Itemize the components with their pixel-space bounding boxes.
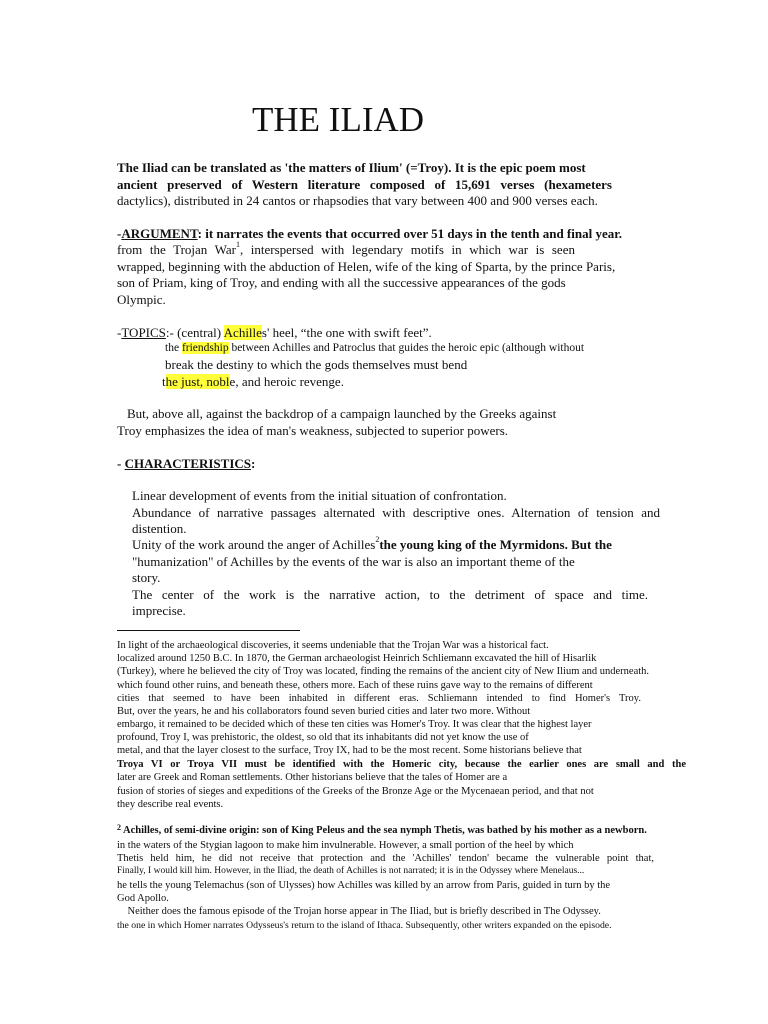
- argument-line-2b: , interspersed with legendary motifs in which war is seen: [239, 242, 575, 257]
- characteristics-item-6: story.: [132, 570, 161, 585]
- footnote2-line-6: God Apollo.: [117, 893, 169, 904]
- footnote1-line: In light of the archaeological discoveries, it seems undeniable that the Trojan War was a historical fact.: [117, 640, 549, 651]
- characteristics-label: CHARACTERISTICS: [124, 456, 252, 471]
- topics-highlight-1: Achille: [223, 325, 262, 340]
- characteristics-suffix: :: [251, 456, 256, 471]
- page-title: THE ILIAD: [252, 100, 425, 139]
- footnote1-line: embargo, it remained to be decided which of these ten cities was Homer's Troy. It was clear that the highest layer: [117, 719, 592, 730]
- topics-text-1b: s' heel, “the one with swift feet”.: [261, 325, 432, 340]
- topics-line-4: [162, 374, 344, 390]
- topics-text-4b: e, and heroic revenge.: [229, 374, 344, 389]
- characteristics-item-5: "humanization" of Achilles by the events of the war is also an important theme of the: [132, 554, 575, 569]
- footnote1-line: cities that seemed to have been inhabited in different eras. Schliemann intended to find Homer's Troy.: [117, 693, 641, 704]
- footnote1-line: metal, and that the layer closest to the surface, Troy IX, had to be the most recent. Some historians believe that: [117, 745, 582, 756]
- topics-line-2: [165, 342, 584, 354]
- characteristics-item-2: Abundance of narrative passages alternated with descriptive ones. Alternation of tension and: [132, 505, 660, 520]
- footnote2-text-1: Achilles, of semi-divine origin: son of King Peleus and the sea nymph Thetis, was bathed by his mother as a newborn.: [121, 825, 647, 836]
- topics-line-3: break the destiny to which the gods themselves must bend: [165, 357, 468, 372]
- intro-line-2: ancient preserved of Western literature composed of 15,691 verses (hexameters: [117, 177, 612, 192]
- footnote2-line-5: he tells the young Telemachus (son of Ulysses) how Achilles was killed by an arrow from Paris, guided in turn by the: [117, 880, 611, 891]
- footnote1-line: Troya VI or Troya VII must be identified with the Homeric city, because the earlier ones are small and the: [117, 759, 686, 770]
- characteristics-item-4a: Unity of the work around the anger of Achilles: [132, 537, 376, 552]
- argument-line-4: son of Priam, king of Troy, and ending with all the successive appearances of the gods: [117, 275, 566, 290]
- topics-prefix: -: [117, 325, 122, 340]
- topics-text-4a: t: [162, 374, 166, 389]
- topics-heading: [117, 325, 432, 341]
- footnote2-line-8: the one in which Homer narrates Odysseus's return to the island of Ithaca. Subsequently, other writers expanded on the episode.: [117, 920, 612, 931]
- topics-label: TOPICS: [121, 325, 166, 340]
- footnote2-line-2: in the waters of the Stygian lagoon to make him invulnerable. However, a small portion of the heel by which: [117, 840, 574, 851]
- argument-prefix: -: [117, 226, 122, 241]
- characteristics-prefix: -: [117, 456, 125, 471]
- argument-heading: [117, 226, 622, 242]
- footnote1-line: later are Greek and Roman settlements. Other historians believe that the tales of Homer are a: [117, 772, 508, 783]
- footnote2-line-7: Neither does the famous episode of the Trojan horse appear in The Iliad, but is briefly described in The Odyssey.: [117, 906, 601, 917]
- argument-line-5: Olympic.: [117, 292, 166, 307]
- topics-text-1a: :- (central): [165, 325, 224, 340]
- argument-label: ARGUMENT: [121, 226, 198, 241]
- para-line-1: But, above all, against the backdrop of a campaign launched by the Greeks against: [127, 406, 557, 421]
- footnote1-line: fusion of stories of sieges and expeditions of the Greeks of the Bronze Age or the Mycenaean period, and that not: [117, 786, 594, 797]
- footnote1-line: which found other ruins, and beneath these, others more. Each of these ruins gave way to the remains of different: [117, 680, 593, 691]
- characteristics-item-4: [132, 537, 612, 553]
- intro-line-3: dactylics), distributed in 24 cantos or rhapsodies that vary between 400 and 900 verses each.: [117, 193, 598, 208]
- footnote2-line-1: [117, 825, 647, 836]
- intro-line-1: The Iliad can be translated as 'the matters of Ilium' (=Troy). It is the epic poem most: [117, 160, 586, 175]
- footnote1-line: But, over the years, he and his collaborators found seven buried cities and later two more. Without: [117, 706, 531, 717]
- argument-line-3: wrapped, beginning with the abduction of Helen, wife of the king of Sparta, by the prince Paris,: [117, 259, 616, 274]
- footnote-separator: [117, 630, 300, 631]
- footnote-ref-2: 2: [375, 535, 380, 544]
- argument-heading-text: : it narrates the events that occurred over 51 days in the tenth and final year.: [197, 226, 623, 241]
- footnote-ref-1: 1: [235, 240, 240, 249]
- footnote1-line: localized around 1250 B.C. In 1870, the German archaeologist Heinrich Schliemann excavated the hill of Hisarlik: [117, 653, 597, 664]
- argument-line-2a: from the Trojan War: [117, 242, 236, 257]
- characteristics-item-1: Linear development of events from the initial situation of confrontation.: [132, 488, 507, 503]
- topics-highlight-2: friendship: [181, 342, 229, 354]
- topics-text-2a: the: [165, 342, 182, 354]
- footnote2-number: 2: [117, 823, 121, 832]
- para-line-2: Troy emphasizes the idea of man's weakness, subjected to superior powers.: [117, 423, 509, 438]
- characteristics-item-7: The center of the work is the narrative action, to the detriment of space and time.: [132, 587, 648, 602]
- characteristics-item-8: imprecise.: [132, 603, 186, 618]
- footnote1-line: profound, Troy I, was prehistoric, the oldest, so old that its inhabitants did not yet know the use of: [117, 732, 529, 743]
- topics-text-2b: between Achilles and Patroclus that guides the heroic epic (although without: [228, 342, 585, 354]
- characteristics-heading: [117, 456, 255, 472]
- footnote1-line: (Turkey), where he believed the city of Troy was located, finding the remains of the ancient city of New Ilium and underneath.: [117, 666, 650, 677]
- argument-line-2: [117, 242, 575, 258]
- topics-highlight-3: he just, nobl: [165, 374, 230, 389]
- characteristics-item-4b: the young king of the Myrmidons. But the: [379, 537, 612, 552]
- footnote2-line-3: Thetis held him, he did not receive that protection and the 'Achilles' tendon' became the vulnerable point that,: [117, 853, 654, 864]
- characteristics-item-3: distention.: [132, 521, 187, 536]
- footnote2-line-4: Finally, I would kill him. However, in the Iliad, the death of Achilles is not narrated; it is in the Odyssey where Menelaus...: [117, 866, 585, 876]
- footnote1-line: they describe real events.: [117, 799, 224, 810]
